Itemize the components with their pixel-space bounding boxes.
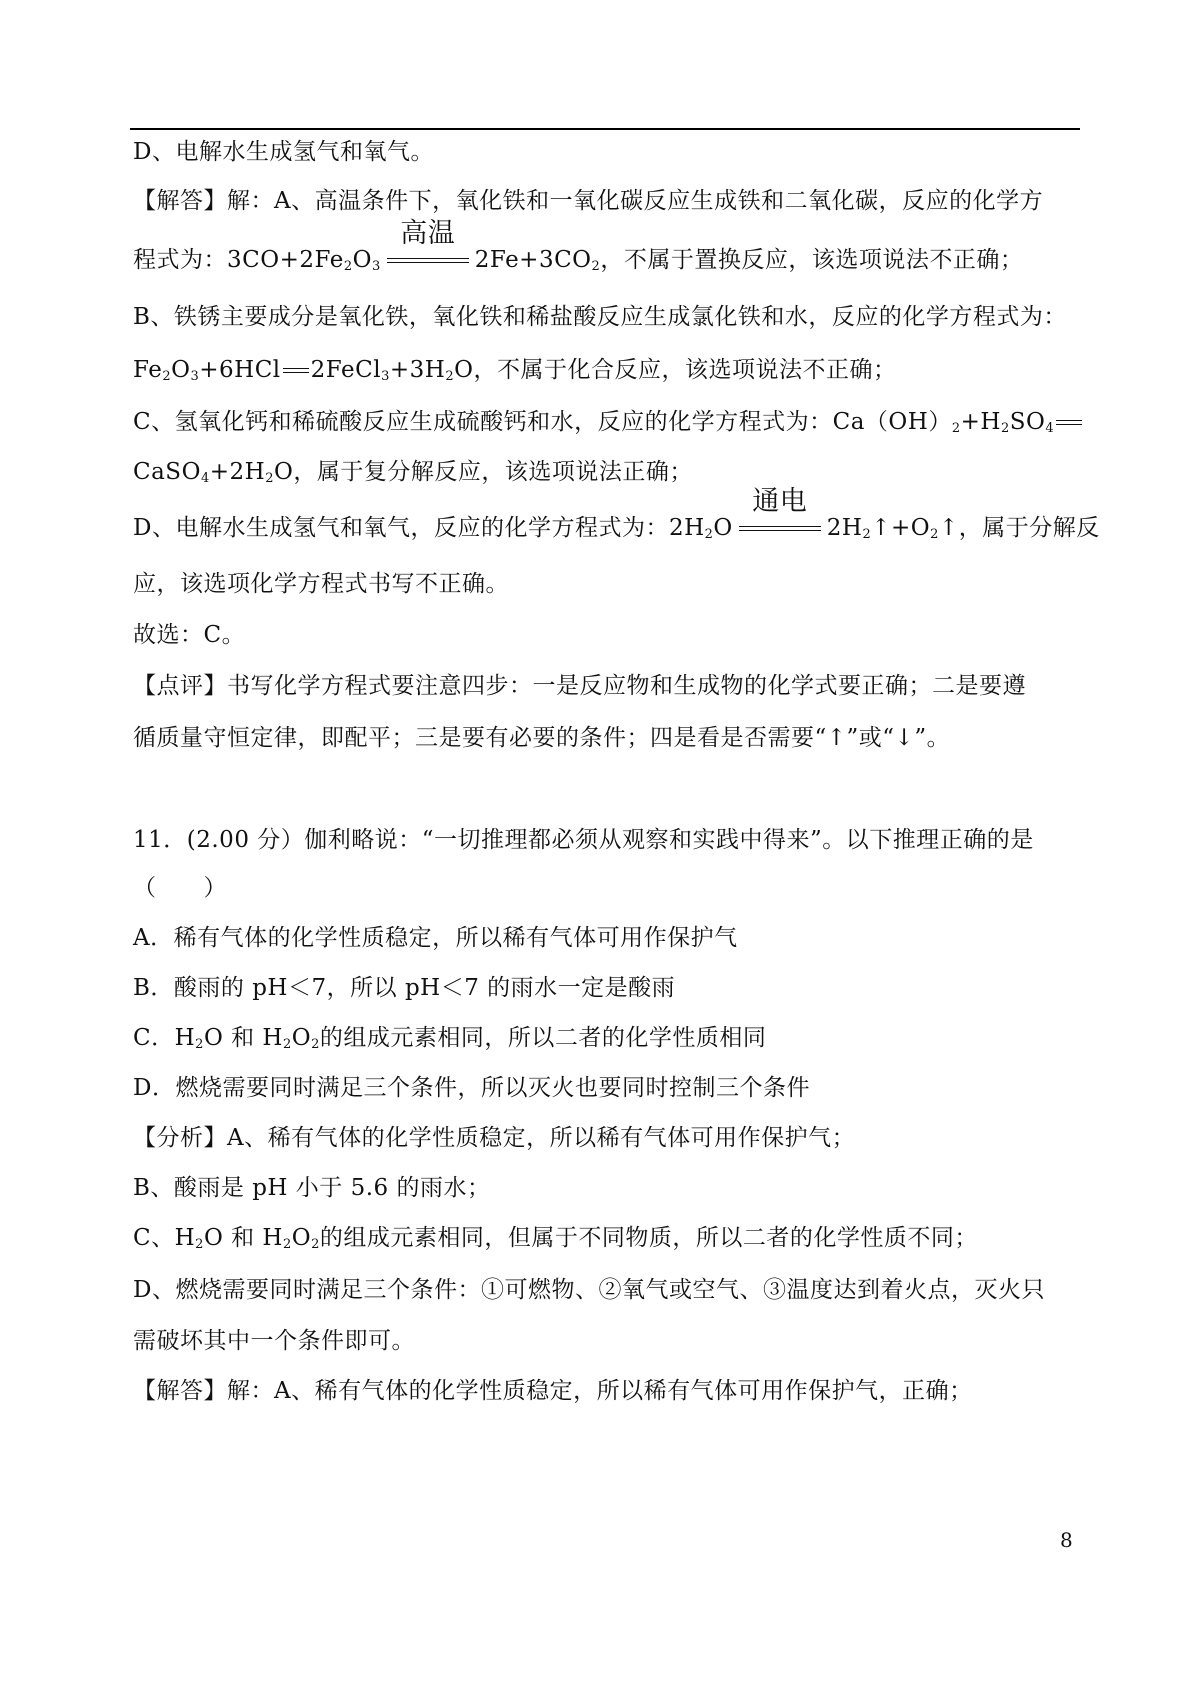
analysis-line: C、$H_2O$ 和 $H_2O_2$的组成元素相同，但属于不同物质，所以二者的化学性质不同；: [133, 1225, 978, 1252]
text-line: B、铁锈主要成分是氧化铁，氧化铁和稀盐酸反应生成氯化铁和水，反应的化学方程式为：: [133, 304, 1067, 330]
analysis-line: B、酸雨是 pH 小于 5.6 的雨水；: [133, 1175, 491, 1201]
analysis-line: 【分析】A、稀有气体的化学性质稳定，所以稀有气体可用作保护气；: [133, 1125, 856, 1151]
equation-line: 程式为：$3CO+2Fe_2O_3$ 高温 $2Fe+3CO_2$，不属于置换反应，该选项说法不正确；: [133, 218, 1024, 274]
text-line: 故选：C。: [133, 622, 246, 648]
text-line: 【点评】书写化学方程式要注意四步：一是反应物和生成物的化学式要正确；二是要遵: [133, 673, 1026, 699]
option-b: B．酸雨的 pH＜7，所以 pH＜7 的雨水一定是酸雨: [133, 975, 676, 1001]
equation-line: $Fe_2O_3+6HCl$ $2FeCl_3+3H_2O$，不属于化合反应，该选项说法不正确；: [133, 357, 897, 384]
text-line: 应，该选项化学方程式书写不正确。: [133, 571, 509, 597]
text-line: 循质量守恒定律，即配平；三是要有必要的条件；四是看是否需要“↑”或“↓”。: [133, 725, 951, 751]
equation-line: C、氢氧化钙和稀硫酸反应生成硫酸钙和水，反应的化学方程式为：$Ca(OH)_2+H_2SO_4$: [133, 407, 1084, 437]
option-d: D．燃烧需要同时满足三个条件，所以灭火也要同时控制三个条件: [133, 1075, 810, 1101]
reaction-arrow-high-temp: 高温: [383, 245, 473, 275]
option-c: C．$H_2O$ 和 $H_2O_2$的组成元素相同，所以二者的化学性质相同: [133, 1025, 767, 1052]
text-line: 【解答】解：A、高温条件下，氧化铁和一氧化碳反应生成铁和二氧化碳，反应的化学方: [133, 188, 1044, 214]
analysis-line: D、燃烧需要同时满足三个条件：①可燃物、②氧气或空气、③温度达到着火点，灭火只: [133, 1277, 1045, 1303]
page-number: 8: [1060, 1528, 1073, 1552]
analysis-line: 需破坏其中一个条件即可。: [133, 1328, 415, 1354]
header-rule: [130, 128, 1080, 130]
option-a: A．稀有气体的化学性质稳定，所以稀有气体可用作保护气: [133, 925, 738, 951]
answer-blank: （ ）: [133, 875, 227, 901]
answer-line: 【解答】解：A、稀有气体的化学性质稳定，所以稀有气体可用作保护气，正确；: [133, 1378, 973, 1404]
reaction-arrow-electrolysis: 通电: [735, 513, 825, 543]
question-stem: 11．(2.00 分）伽利略说：“一切推理都必须从观察和实践中得来”。以下推理正确的是: [133, 827, 1034, 853]
text-line: D、电解水生成氢气和氧气。: [133, 139, 434, 165]
equation-line: D、电解水生成氢气和氧气，反应的化学方程式为：$2H_2O$ 通电 $2H_2↑+O_2↑$，属于分解反: [133, 486, 1100, 542]
equation-line: $CaSO_4+2H_2O$，属于复分解反应，该选项说法正确；: [133, 459, 693, 486]
